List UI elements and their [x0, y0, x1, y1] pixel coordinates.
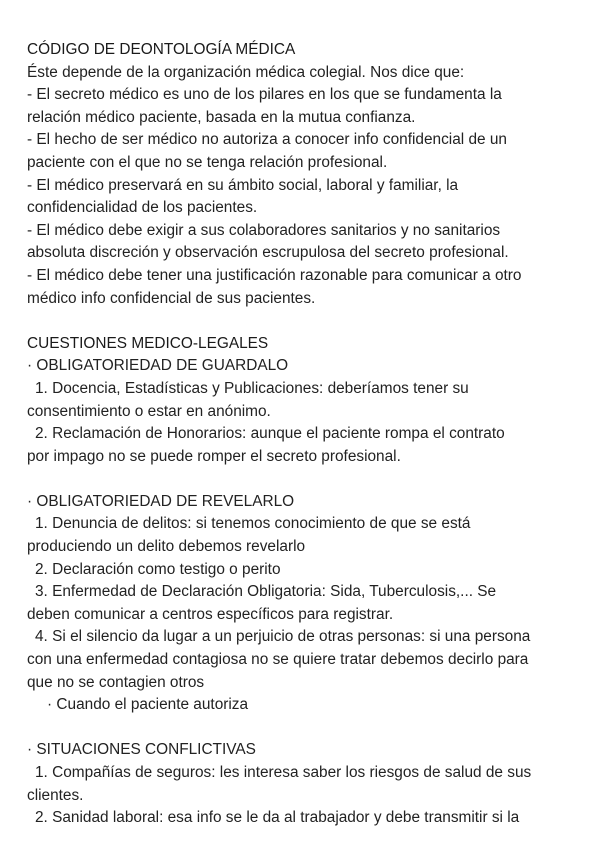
spacer — [27, 468, 583, 491]
text-line: Éste depende de la organización médica colegial. Nos dice que: — [27, 63, 465, 81]
text-line: clientes. — [27, 786, 84, 804]
list-item: 1. Docencia, Estadísticas y Publicaciones: deberíamos tener su — [35, 379, 469, 397]
text-line: paciente con el que no se tenga relación profesional. — [27, 153, 388, 171]
text-line: absoluta discreción y observación escrupulosa del secreto profesional. — [27, 244, 509, 262]
list-item: · Cuando el paciente autoriza — [47, 696, 249, 714]
text-line: - El hecho de ser médico no autoriza a conocer info confidencial de un — [27, 131, 507, 149]
text-line: confidencialidad de los pacientes. — [27, 199, 258, 217]
text-line: - El médico debe exigir a sus colaboradores sanitarios y no sanitarios — [27, 221, 501, 239]
section-title-cuestiones: CUESTIONES MEDICO-LEGALES — [27, 334, 269, 352]
list-item: 2. Declaración como testigo o perito — [35, 560, 281, 578]
subsection-heading-revelarlo: · OBLIGATORIEDAD DE REVELARLO — [27, 492, 295, 510]
list-item: 4. Si el silencio da lugar a un perjuicio de otras personas: si una persona — [35, 628, 531, 646]
text-line: consentimiento o estar en anónimo. — [27, 402, 271, 420]
subsection-heading-guardarlo: · OBLIGATORIEDAD DE GUARDALO — [27, 357, 289, 375]
text-line: relación médico paciente, basada en la mutua confianza. — [27, 108, 416, 126]
list-item: 3. Enfermedad de Declaración Obligatoria: Sida, Tuberculosis,... Se — [35, 583, 497, 601]
subsection-heading-conflictivas: · SITUACIONES CONFLICTIVAS — [27, 741, 256, 759]
text-line: médico info confidencial de sus pacientes. — [27, 289, 316, 307]
text-line: - El médico debe tener una justificación razonable para comunicar a otro — [27, 266, 522, 284]
spacer — [27, 310, 583, 333]
document-body — [27, 39, 583, 830]
text-line: deben comunicar a centros específicos para registrar. — [27, 605, 394, 623]
list-item: 1. Compañías de seguros: les interesa saber los riesgos de salud de sus — [35, 764, 532, 781]
text-line: - El secreto médico es uno de los pilares en los que se fundamenta la — [27, 86, 502, 104]
list-item: 2. Sanidad laboral: esa info se le da al trabajador y debe transmitir si la — [35, 809, 520, 827]
section-title-deontologia: CÓDIGO DE DEONTOLOGÍA MÉDICA — [27, 41, 296, 58]
text-line: produciendo un delito debemos revelarlo — [27, 538, 306, 556]
text-line: por impago no se puede romper el secreto profesional. — [27, 447, 401, 465]
list-item: 2. Reclamación de Honorarios: aunque el paciente rompa el contrato — [35, 425, 505, 443]
spacer — [27, 717, 583, 740]
text-line: con una enfermedad contagiosa no se quiere tratar debemos decirlo para — [27, 651, 529, 669]
text-line: que no se contagien otros — [27, 673, 205, 691]
list-item: 1. Denuncia de delitos: si tenemos conocimiento de que se está — [35, 515, 471, 533]
text-line: - El médico preservará en su ámbito social, laboral y familiar, la — [27, 176, 459, 194]
